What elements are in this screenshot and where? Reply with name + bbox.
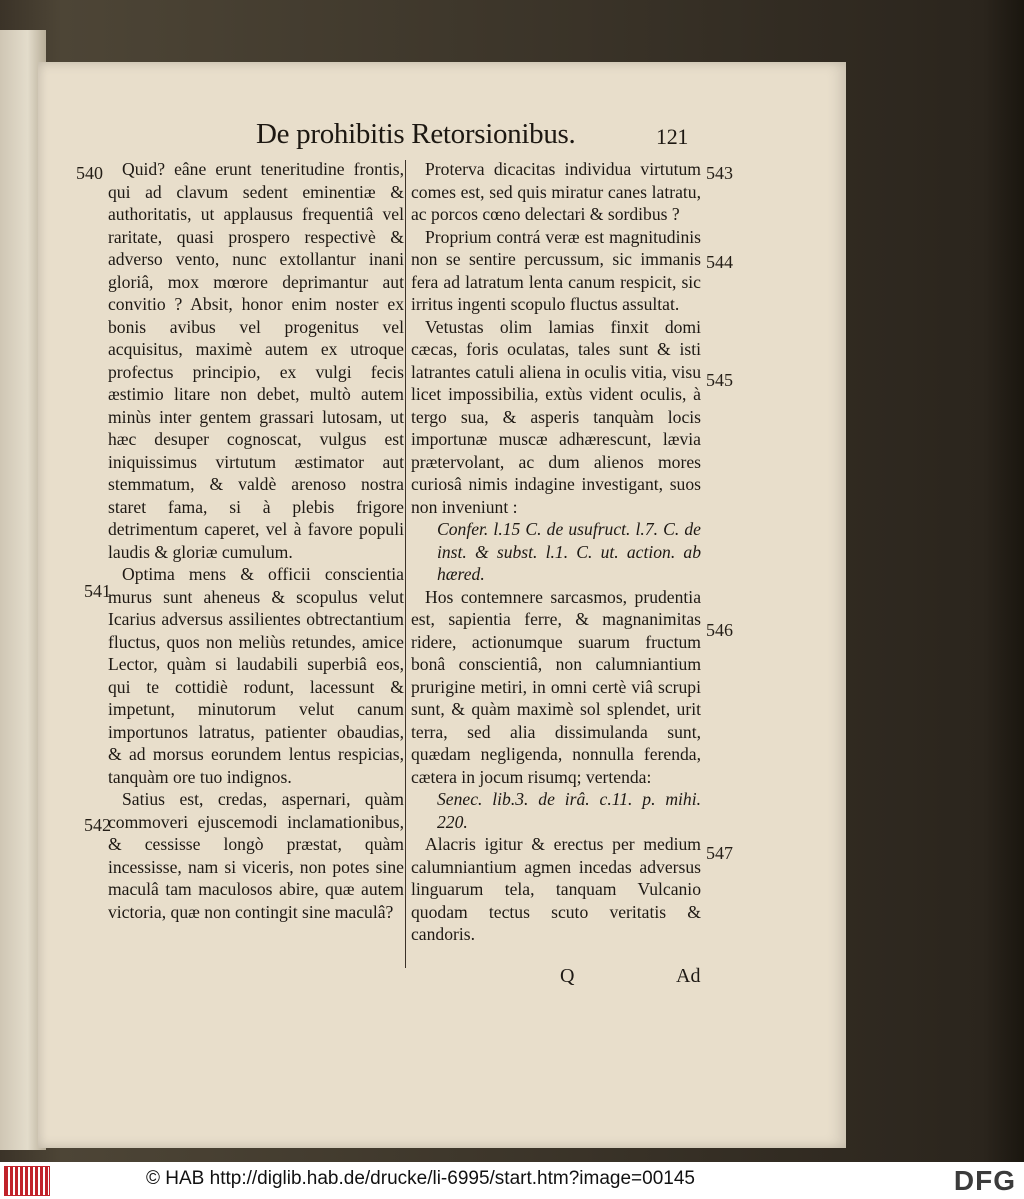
paragraph-540: Quid? eâne erunt teneritudine frontis, qui ad clavum sedent eminentiæ & authoritatis, ut applausus frequentiâ vel raritate, quasi prospero respectivè & adverso vento, nunc extollantur inani gloriâ, mox mœrore deprimantur aut convitio ? Absit, honor enim noster ex bonis avibus vel progenitus vel acquisitus, maximè autem ex utroque profectus principio, ex vulgi fecis æstimio litare non debet, multò autem minùs inter gentem grassari lutosam, ut hæc desuper cognoscat, vulgus est iniquissimus virtutum æstimator aut stemmatum, & valdè arenoso nostra staret fama, si à plebis frigore detrimentum caperet, vel à favore populi laudis & gloriæ cumulum. bbox=[108, 159, 404, 562]
page-number: 121 bbox=[656, 124, 689, 149]
margin-number-540: 540 bbox=[76, 163, 103, 183]
running-header bbox=[256, 118, 689, 151]
column-rule bbox=[405, 160, 406, 968]
dfg-logo: DFG bbox=[953, 1165, 1016, 1196]
paragraph-544: Proprium contrá veræ est magnitudinis non se sentire percussum, sic immanis fera ad latratum lenta canum respicit, sic irritus ingenti scopulo fluctus assultat. bbox=[411, 226, 701, 314]
margin-number-545: 545 bbox=[706, 370, 733, 390]
paragraph-541: Optima mens & officii conscientia murus sunt aheneus & scopulus velut Icarius adversus assilientes obtrectantium fluctus, quos non meliùs retundes, amice Lector, quàm si laudabili superbiâ eos, qui te cottidiè rodunt, lacessunt & impetunt, minutorum velut canum importunos latratus, patienter obaudias, & ad morsus eorundem lentus respicias, tanquàm ore tuo indignos. bbox=[108, 564, 404, 787]
margin-number-547: 547 bbox=[706, 843, 733, 863]
catchword: Ad bbox=[676, 965, 701, 987]
margin-number-546: 546 bbox=[706, 620, 733, 640]
right-column bbox=[411, 158, 701, 946]
paragraph-543: Proterva dicacitas individua virtutum comes est, sed quis miratur canes latratu, ac porcos cœno delectari & sordibus ? bbox=[411, 159, 701, 224]
left-column bbox=[108, 158, 404, 923]
margin-number-544: 544 bbox=[706, 252, 733, 272]
margin-number-541: 541 bbox=[84, 581, 111, 601]
header-title: De prohibitis Retorsionibus. bbox=[256, 118, 576, 150]
reference-seneca: Senec. lib.3. de irâ. c.11. p. mihi. 220. bbox=[437, 789, 701, 832]
signature-mark: Q bbox=[560, 965, 575, 987]
copyright-link[interactable]: © HAB http://diglib.hab.de/drucke/li-6995/start.htm?image=00145 bbox=[146, 1168, 695, 1189]
paragraph-547: Alacris igitur & erectus per medium calumniantium agmen incedas adversus linguarum tela, tanquam Vulcanio quodam tectus scuto veritatis & candoris. bbox=[411, 834, 701, 944]
paragraph-542: Satius est, credas, aspernari, quàm commoveri ejuscemodi inclamationibus, & cessisse longò præstat, quàm incessisse, nam si viceris, non potes sine maculâ tam maculosos abire, quæ autem victoria, quæ non contingit sine maculâ? bbox=[108, 789, 404, 922]
hab-logo-icon bbox=[4, 1166, 50, 1196]
paragraph-546: Hos contemnere sarcasmos, prudentia est, sapientia ferre, & magnanimitas ridere, actionumque suarum fructum bonâ conscientiâ, non calumniantium prurigine metiri, in omni certè viâ scrupi sunt, & quàm maximè sol splendet, urit terra, sed alia dissimulanda sunt, quædam negligenda, nonnulla ferenda, cætera in jocum risumq; vertenda: bbox=[411, 586, 701, 787]
paragraph-545: Vetustas olim lamias finxit domi cæcas, foris oculatas, tales sunt & isti latrantes catuli aliena in oculis vitia, visu licet impossibilia, extùs vident oculis, à tergo sua, & asperis tanquàm locis importunæ muscæ adhærescunt, læviа prætervolant, ac dum alienos mores curiosâ nimis indagine investigant, suos non inveniunt : bbox=[411, 316, 701, 517]
reference-confer: Confer. l.15 C. de usufruct. l.7. C. de inst. & subst. l.1. C. ut. action. ab hæred. bbox=[437, 519, 701, 584]
footer-bar bbox=[0, 1162, 1024, 1199]
margin-number-543: 543 bbox=[706, 163, 733, 183]
margin-number-542: 542 bbox=[84, 815, 111, 835]
